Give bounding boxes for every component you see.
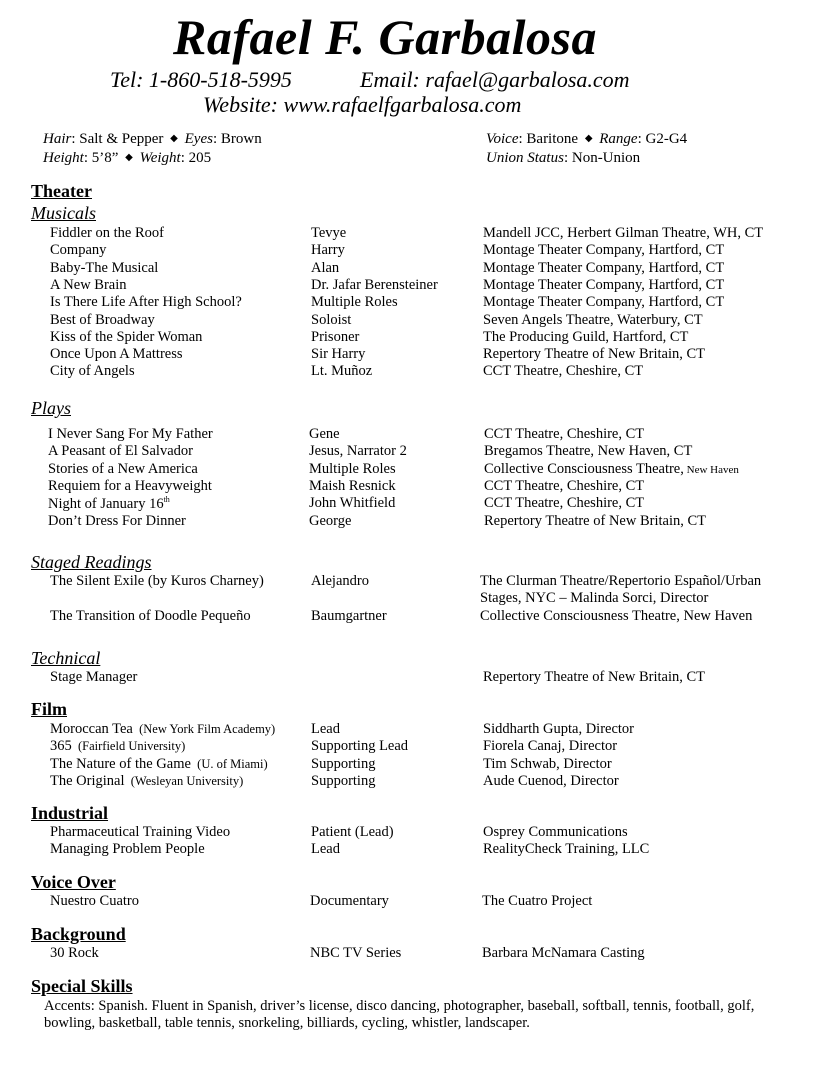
credit-title: I Never Sang For My Father bbox=[48, 426, 213, 442]
credit-venue: Fiorela Canaj, Director bbox=[483, 738, 618, 755]
industrial-heading: Industrial bbox=[31, 803, 109, 823]
credit-role: Maish Resnick bbox=[309, 477, 396, 494]
hair-label: Hair bbox=[43, 131, 72, 147]
credit-title: The Nature of the Game (U. of Miami) bbox=[50, 755, 268, 772]
union-value: : Non-Union bbox=[563, 150, 641, 166]
credit-title: Best of Broadway bbox=[50, 311, 155, 328]
credit-title: A New Brain bbox=[50, 276, 127, 293]
hair-value: : Salt & Pepper bbox=[71, 131, 164, 147]
credit-role: Jesus, Narrator 2 bbox=[309, 443, 407, 460]
credit-title: Pharmaceutical Training Video bbox=[50, 824, 231, 840]
height-label: Height bbox=[43, 150, 84, 166]
credit-venue: The Cuatro Project bbox=[482, 893, 593, 909]
film-heading: Film bbox=[31, 699, 67, 719]
credit-title: 30 Rock bbox=[50, 945, 99, 961]
credit-title: Requiem for a Heavyweight bbox=[48, 477, 212, 494]
height-value: : 5’8” bbox=[83, 150, 119, 166]
reading-show: The Transition of Doodle Pequeño bbox=[50, 608, 251, 624]
credit-title: Managing Problem People bbox=[50, 841, 205, 858]
diamond-icon: ◆ bbox=[125, 152, 133, 163]
credit-title: 365 (Fairfield University) bbox=[50, 738, 186, 755]
credit-venue: The Producing Guild, Hartford, CT bbox=[483, 328, 689, 345]
credit-venue: Montage Theater Company, Hartford, CT bbox=[483, 276, 725, 293]
credit-venue: Barbara McNamara Casting bbox=[482, 945, 645, 961]
reading-role: Alejandro bbox=[311, 573, 369, 589]
credit-venue: RealityCheck Training, LLC bbox=[483, 841, 650, 858]
credit-venue: CCT Theatre, Cheshire, CT bbox=[484, 426, 645, 442]
credit-venue: Tim Schwab, Director bbox=[483, 755, 612, 772]
credit-venue: Aude Cuenod, Director bbox=[483, 772, 619, 789]
theater-heading: Theater bbox=[31, 181, 92, 201]
credit-venue: CCT Theatre, Cheshire, CT bbox=[484, 477, 645, 494]
credit-role: George bbox=[309, 512, 352, 529]
credit-role: Harry bbox=[311, 242, 345, 259]
credit-title: City of Angels bbox=[50, 363, 135, 380]
technical-heading: Technical bbox=[31, 648, 101, 668]
diamond-icon: ◆ bbox=[584, 133, 593, 144]
staged-readings-heading: Staged Readings bbox=[31, 552, 152, 572]
credit-title: Baby-The Musical bbox=[50, 259, 159, 276]
credit-title: Stories of a New America bbox=[48, 460, 198, 477]
diamond-icon: ◆ bbox=[170, 133, 178, 144]
credit-role: Alan bbox=[311, 259, 340, 276]
credit-role: Prisoner bbox=[311, 328, 360, 345]
venue-small-text: New Haven bbox=[683, 463, 739, 476]
credit-venue: Mandell JCC, Herbert Gilman Theatre, WH, CT bbox=[483, 225, 764, 241]
credit-role: Lead bbox=[311, 841, 340, 858]
credit-role: Documentary bbox=[310, 893, 389, 909]
reading-show: The Silent Exile (by Kuros Charney) bbox=[50, 573, 264, 589]
weight-label: Weight bbox=[139, 150, 181, 166]
technical-venue: Repertory Theatre of New Britain, CT bbox=[483, 669, 705, 685]
credit-venue: Collective Consciousness Theatre, New Haven bbox=[484, 460, 739, 477]
credit-role: Soloist bbox=[311, 311, 352, 328]
reading-venue: The Clurman Theatre/Repertorio Español/Urban bbox=[480, 573, 762, 589]
email-address: Email: rafael@garbalosa.com bbox=[360, 67, 630, 92]
credit-venue: Montage Theater Company, Hartford, CT bbox=[483, 294, 725, 311]
credit-role: Multiple Roles bbox=[311, 294, 398, 311]
credit-venue: Bregamos Theatre, New Haven, CT bbox=[484, 443, 693, 460]
credit-role: Gene bbox=[309, 426, 340, 442]
credit-title: Once Upon A Mattress bbox=[50, 346, 183, 363]
reading-venue: Collective Consciousness Theatre, New Haven bbox=[480, 608, 753, 624]
special-skills-heading: Special Skills bbox=[31, 976, 133, 996]
credit-title: Company bbox=[50, 242, 107, 259]
plays-heading: Plays bbox=[31, 398, 71, 418]
credit-venue: Repertory Theatre of New Britain, CT bbox=[484, 512, 706, 529]
credit-venue: Montage Theater Company, Hartford, CT bbox=[483, 242, 725, 259]
eyes-label: Eyes bbox=[184, 131, 213, 147]
credit-role: Supporting Lead bbox=[311, 738, 409, 755]
credit-title: A Peasant of El Salvador bbox=[48, 443, 193, 460]
stats-line-4 bbox=[486, 150, 640, 167]
phone-number: Tel: 1-860-518-5995 bbox=[110, 67, 292, 92]
weight-value: : 205 bbox=[180, 150, 212, 166]
credit-title: Moroccan Tea (New York Film Academy) bbox=[50, 721, 276, 737]
stats-line-2 bbox=[43, 150, 211, 167]
credit-title: Is There Life After High School? bbox=[50, 294, 242, 311]
credit-role: Tevye bbox=[311, 225, 347, 241]
credit-title: Nuestro Cuatro bbox=[50, 893, 139, 909]
credit-venue: CCT Theatre, Cheshire, CT bbox=[483, 363, 644, 380]
reading-venue-line2: Stages, NYC – Malinda Sorci, Director bbox=[480, 590, 709, 606]
credit-note: (U. of Miami) bbox=[190, 756, 268, 771]
credit-title: Fiddler on the Roof bbox=[50, 225, 164, 241]
stats-line-3 bbox=[486, 131, 687, 148]
credit-title: Kiss of the Spider Woman bbox=[50, 328, 203, 345]
credit-role: Supporting bbox=[311, 755, 376, 772]
credit-role: NBC TV Series bbox=[310, 945, 402, 961]
credit-role: Dr. Jafar Berensteiner bbox=[311, 276, 438, 293]
reading-role: Baumgartner bbox=[311, 608, 387, 624]
credit-venue: Repertory Theatre of New Britain, CT bbox=[483, 346, 705, 363]
credit-venue: Osprey Communications bbox=[483, 824, 628, 840]
range-value: : G2-G4 bbox=[637, 131, 688, 147]
credit-note: (New York Film Academy) bbox=[132, 722, 276, 736]
website: Website: www.rafaelfgarbalosa.com bbox=[203, 92, 522, 117]
credit-venue: Seven Angels Theatre, Waterbury, CT bbox=[483, 311, 703, 328]
technical-show: Stage Manager bbox=[50, 669, 138, 685]
union-label: Union Status bbox=[486, 150, 564, 166]
credit-role: Multiple Roles bbox=[309, 460, 396, 477]
superscript: th bbox=[163, 495, 170, 505]
range-label: Range bbox=[599, 131, 638, 147]
credit-role: Patient (Lead) bbox=[311, 824, 394, 840]
credit-note: (Fairfield University) bbox=[71, 739, 186, 754]
stats-line-1 bbox=[43, 131, 262, 148]
voice-label: Voice bbox=[486, 131, 519, 147]
special-skills-text: Accents: Spanish. Fluent in Spanish, driver’s license, disco dancing, photographer, baseball, softball, tennis, football, golf, bowling, basketball, table tennis, snorkeling, billiards, cycling, whistler, landscaper. bbox=[44, 998, 755, 1031]
musicals-heading: Musicals bbox=[31, 203, 96, 223]
credit-title: Don’t Dress For Dinner bbox=[48, 512, 186, 529]
voice-value: : Baritone bbox=[518, 131, 579, 147]
credit-venue: Siddharth Gupta, Director bbox=[483, 721, 635, 737]
credit-venue: Montage Theater Company, Hartford, CT bbox=[483, 259, 725, 276]
resume-name: Rafael F. Garbalosa bbox=[173, 9, 597, 65]
credit-role: Lead bbox=[311, 721, 340, 737]
eyes-value: : Brown bbox=[212, 131, 262, 147]
credit-role: Sir Harry bbox=[311, 346, 366, 363]
credit-title: Night of January 16th bbox=[48, 495, 170, 513]
credit-role: Lt. Muñoz bbox=[311, 363, 373, 380]
credit-role: John Whitfield bbox=[309, 495, 396, 512]
credit-role: Supporting bbox=[311, 772, 376, 789]
voice-over-heading: Voice Over bbox=[31, 872, 116, 892]
credit-title: The Original (Wesleyan University) bbox=[50, 772, 244, 789]
background-heading: Background bbox=[31, 924, 126, 944]
credit-venue: CCT Theatre, Cheshire, CT bbox=[484, 495, 645, 512]
credit-note: (Wesleyan University) bbox=[124, 773, 244, 788]
